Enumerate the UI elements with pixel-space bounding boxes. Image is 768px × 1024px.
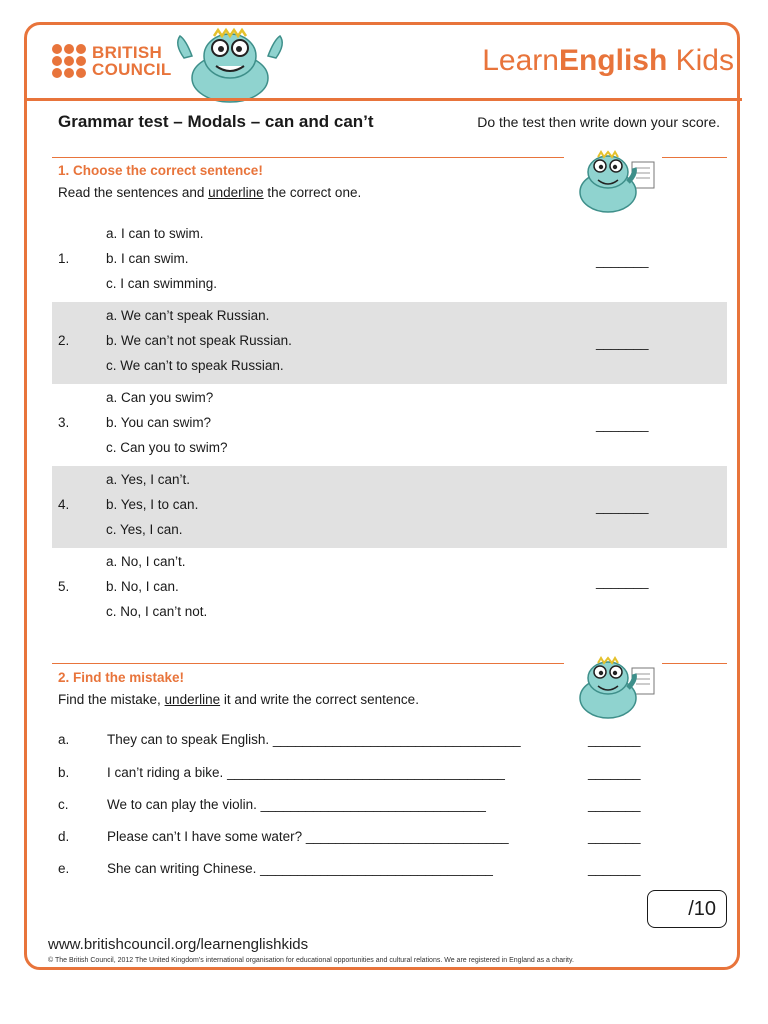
monster-reading-icon: [568, 654, 664, 722]
answer-option[interactable]: c. Yes, I can.: [106, 522, 183, 537]
test-instruction: Do the test then write down your score.: [477, 114, 720, 130]
answer-option[interactable]: b. You can swim?: [106, 415, 212, 430]
question-block: [52, 548, 727, 630]
answer-option[interactable]: c. I can swimming.: [106, 276, 218, 291]
item-sentence: They can to speak English. _________________________________: [107, 732, 521, 747]
score-blank[interactable]: _______: [596, 417, 649, 432]
footer-copyright: © The British Council, 2012 The United Kingdom’s international organisation for educational opportunities and cultural relations. We are registered in England as a charity.: [48, 957, 574, 964]
question-block: [52, 220, 727, 302]
mistake-item: [58, 732, 678, 750]
question-number: 3.: [58, 415, 70, 430]
british-council-dots-icon: [52, 44, 88, 80]
section-1-instructions: Read the sentences and underline the correct one.: [58, 185, 362, 200]
item-letter: a.: [58, 732, 70, 747]
question-block: [52, 302, 727, 384]
section-divider: [52, 157, 564, 158]
question-block: [52, 466, 727, 548]
header-divider: [26, 98, 742, 101]
answer-line[interactable]: ___________________________: [305, 829, 509, 844]
answer-option[interactable]: c. Can you to swim?: [106, 440, 228, 455]
section-2-heading: 2. Find the mistake!: [58, 670, 185, 685]
answer-line[interactable]: ______________________________: [260, 797, 486, 812]
learnenglish-kids-logo: LearnEnglish Kids: [482, 44, 734, 77]
question-block: [52, 384, 727, 466]
item-letter: c.: [58, 797, 69, 812]
answer-option[interactable]: c. We can’t to speak Russian.: [106, 358, 284, 373]
section-1-heading: 1. Choose the correct sentence!: [58, 163, 263, 178]
item-sentence: Please can’t I have some water? ___________________________: [107, 829, 509, 844]
answer-option[interactable]: a. Can you swim?: [106, 390, 214, 405]
question-number: 1.: [58, 251, 70, 266]
monster-mascot-icon: [170, 26, 290, 106]
score-blank[interactable]: _______: [588, 829, 641, 844]
mistake-item: [58, 861, 678, 879]
answer-option[interactable]: b. We can’t not speak Russian.: [106, 333, 292, 348]
section-divider: [52, 663, 564, 664]
answer-option[interactable]: a. I can to swim.: [106, 226, 204, 241]
question-number: 4.: [58, 497, 70, 512]
item-sentence: We to can play the violin. ______________________________: [107, 797, 486, 812]
score-blank[interactable]: _______: [596, 499, 649, 514]
answer-option[interactable]: b. No, I can.: [106, 579, 179, 594]
item-letter: d.: [58, 829, 70, 844]
score-blank[interactable]: _______: [588, 861, 641, 876]
score-blank[interactable]: _______: [588, 765, 641, 780]
section-2-instructions: Find the mistake, underline it and write the correct sentence.: [58, 692, 419, 707]
answer-option[interactable]: b. I can swim.: [106, 251, 189, 266]
question-number: 2.: [58, 333, 70, 348]
total-score-box[interactable]: /10: [647, 890, 727, 928]
monster-reading-icon: [568, 148, 664, 216]
page-title: Grammar test – Modals – can and can’t: [58, 112, 374, 131]
footer-url[interactable]: www.britishcouncil.org/learnenglishkids: [48, 936, 309, 953]
answer-line[interactable]: _____________________________________: [227, 765, 505, 780]
british-council-wordmark: BRITISH COUNCIL: [92, 43, 172, 79]
answer-option[interactable]: a. Yes, I can’t.: [106, 472, 191, 487]
score-blank[interactable]: _______: [596, 253, 649, 268]
mistake-item: [58, 829, 678, 847]
answer-option[interactable]: b. Yes, I to can.: [106, 497, 199, 512]
answer-line[interactable]: _________________________________: [272, 732, 521, 747]
section-divider: [662, 157, 727, 158]
section-divider: [662, 663, 727, 664]
answer-line[interactable]: _______________________________: [260, 861, 493, 876]
item-sentence: She can writing Chinese. _______________________________: [107, 861, 493, 876]
item-sentence: I can’t riding a bike. _____________________________________: [107, 765, 505, 780]
item-letter: b.: [58, 765, 70, 780]
answer-option[interactable]: c. No, I can’t not.: [106, 604, 208, 619]
answer-option[interactable]: a. No, I can’t.: [106, 554, 186, 569]
score-blank[interactable]: _______: [596, 574, 649, 589]
answer-option[interactable]: a. We can’t speak Russian.: [106, 308, 270, 323]
british-council-logo: [52, 44, 182, 80]
mistake-item: [58, 797, 678, 815]
score-blank[interactable]: _______: [596, 335, 649, 350]
score-blank[interactable]: _______: [588, 732, 641, 747]
item-letter: e.: [58, 861, 70, 876]
mistake-item: [58, 765, 678, 783]
score-blank[interactable]: _______: [588, 797, 641, 812]
question-number: 5.: [58, 579, 70, 594]
